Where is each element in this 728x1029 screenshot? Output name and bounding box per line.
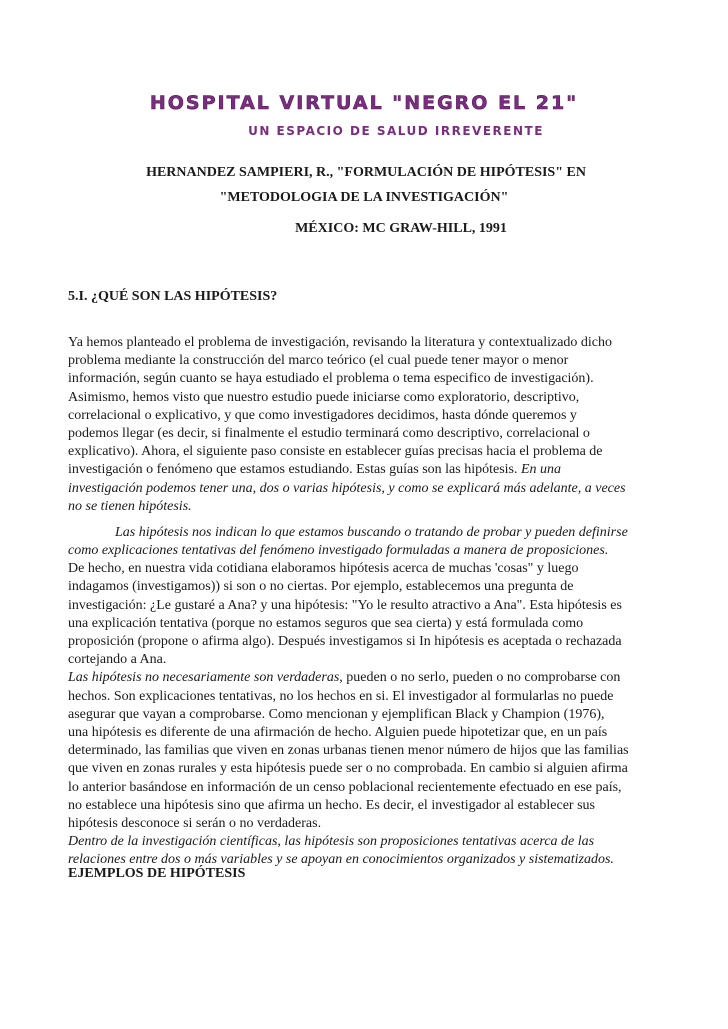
paragraph-line: cortejando a Ana. xyxy=(68,652,167,668)
paragraph-line: hechos. Son explicaciones tentativas, no los hechos en si. El investigador al formularlas no puede xyxy=(68,688,614,704)
reference-line-3: MÉXICO: MC GRAW-HILL, 1991 xyxy=(295,221,507,236)
paragraph-line xyxy=(68,461,668,479)
reference-line-1: HERNANDEZ SAMPIERI, R., "FORMULACIÓN DE HIPÓTESIS" EN xyxy=(146,165,586,180)
paragraph-line: indagamos (investigamos)) si son o no ciertas. Por ejemplo, establecemos una pregunta de xyxy=(68,579,574,595)
paragraph-line: Dentro de la investigación científicas, las hipótesis son proposiciones tentativas acerca de las xyxy=(68,834,595,850)
paragraph-line: investigación: ¿Le gustaré a Ana? y una hipótesis: "Yo le resulto atractivo a Ana". Esta hipótesis es xyxy=(68,597,622,613)
paragraph-line: Ya hemos planteado el problema de investigación, revisando la literatura y contextualizado dicho xyxy=(68,335,613,350)
paragraph-italic-text: Las hipótesis no necesariamente son verdaderas xyxy=(68,670,340,686)
paragraph-text: , pueden o no serlo, pueden o no comprobarse con xyxy=(339,670,621,686)
paragraph-line: relaciones entre dos o más variables y se apoyan en conocimientos organizados y sistematizados. xyxy=(68,852,614,868)
section-heading-examples: EJEMPLOS DE HIPÓTESIS xyxy=(68,866,246,881)
paragraph-line: De hecho, en nuestra vida cotidiana elaboramos hipótesis acerca de muchas 'cosas" y luego xyxy=(68,561,579,577)
paragraph-line xyxy=(68,669,668,687)
paragraph-line: no se tienen hipótesis. xyxy=(68,498,192,514)
paragraph-text: investigación o fenómeno que estamos estudiando. Estas guías son las hipótesis. xyxy=(68,462,518,478)
paragraph-line: hipótesis desconoce si serán o no verdaderas. xyxy=(68,815,322,831)
section-heading-what-are-hypotheses: 5.I. ¿QUÉ SON LAS HIPÓTESIS? xyxy=(68,289,278,304)
paragraph-line: una hipótesis es diferente de una afirmación de hecho. Alguien puede hipotetizar que, en un país xyxy=(68,724,608,740)
paragraph-line: problema mediante la construcción del marco teórico (el cual puede tener mayor o menor xyxy=(68,353,569,369)
paragraph-line: no establece una hipótesis sino que afirma un hecho. Es decir, el investigador al establecer sus xyxy=(68,797,595,813)
paragraph-line: correlacional o explicativo, y que como investigadores decidimos, hasta dónde queremos y xyxy=(68,407,577,423)
reference-line-2: "METODOLOGIA DE LA INVESTIGACIÓN" xyxy=(219,190,509,205)
paragraph-line: lo anterior basándose en información de un censo poblacional recientemente efectuado en ese país, xyxy=(68,779,622,795)
paragraph-line: que viven en zonas rurales y esta hipótesis puede ser o no comprobada. En cambio si alguien afirma xyxy=(68,761,628,777)
paragraph-line: una explicación tentativa (porque no estamos seguros que sea cierta) y está formulada como xyxy=(68,615,584,631)
paragraph-line: como explicaciones tentativas del fenómeno investigado formuladas a manera de proposiciones. xyxy=(68,543,609,559)
paragraph-line: determinado, las familias que viven en zonas urbanas tienen menor número de hijos que las familias xyxy=(68,743,629,759)
paragraph-line: investigación podemos tener una, dos o varias hipótesis, y como se explicará más adelante, a veces xyxy=(68,480,626,496)
banner-subtitle: UN ESPACIO DE SALUD IRREVERENTE xyxy=(248,124,544,138)
paragraph-line: explicativo). Ahora, el siguiente paso consiste en establecer guías precisas hacia el problema de xyxy=(68,444,603,460)
body-text xyxy=(68,334,668,869)
paragraph-line: podemos llegar (es decir, si finalmente el estudio terminará como descriptivo, correlacional o xyxy=(68,425,590,441)
paragraph-line: proposición (propone o afirma algo). Después investigamos si In hipótesis es aceptada o rechazada xyxy=(68,634,622,649)
paragraph-italic-text: En una xyxy=(520,462,562,478)
paragraph-line: asegurar que vayan a comprobarse. Como mencionan y ejemplifican Black y Champion (1976), xyxy=(68,706,605,722)
paragraph-line: información, según cuanto se haya estudiado el problema o tema especifico de investigación). xyxy=(68,371,594,387)
paragraph-line: Asimismo, hemos visto que nuestro estudio puede iniciarse como exploratorio, descriptivo, xyxy=(68,389,580,405)
paragraph-line: Las hipótesis nos indican lo que estamos buscando o tratando de probar y pueden definirse xyxy=(115,524,628,540)
banner-title: HOSPITAL VIRTUAL "NEGRO EL 21" xyxy=(149,92,579,114)
